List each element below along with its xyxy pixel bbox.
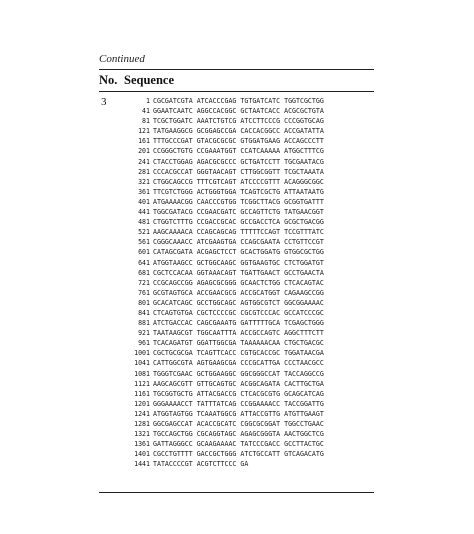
sequence-row	[110, 258, 328, 268]
sequence-chunk: ACAGGGCGGC	[284, 177, 324, 186]
sequence-row	[110, 167, 328, 177]
sequence-position: 721	[138, 278, 150, 287]
sequence-chunk: AGAGCGCGGG	[196, 278, 237, 287]
sequence-chunk: ACGCGCTGTA	[284, 107, 324, 116]
sequence-row	[110, 419, 328, 429]
sequence-chunk: GGGTAACAGT	[196, 167, 237, 176]
sequence-chunk: TTTTTCCAGT	[240, 228, 281, 237]
sequence-position: 521	[138, 228, 150, 237]
sequence-row	[110, 227, 328, 237]
table-top-rule	[99, 69, 374, 70]
sequence-chunk: GCGGAGCCGA	[196, 127, 237, 136]
sequence-chunk: TATCCCGACC	[240, 440, 281, 449]
sequence-chunk: ATCCTTCCCG	[240, 117, 281, 126]
sequence-position: 1441	[134, 460, 150, 469]
sequence-position: 1	[146, 97, 150, 105]
sequence-chunk: GTTGCAGTGC	[196, 379, 237, 388]
sequence-row	[110, 369, 328, 379]
sequence-chunk: GA	[240, 460, 249, 469]
sequence-chunk: TCAAATGGCG	[196, 409, 237, 418]
sequence-position: 41	[142, 107, 150, 116]
sequence-chunk: TCGAGCTGGG	[284, 319, 324, 328]
sequence-chunk: GCACATCAGC	[153, 298, 193, 307]
sequence-chunk: GATTAGGGCC	[153, 440, 193, 449]
sequence-row	[110, 298, 328, 308]
sequence-row	[110, 146, 328, 156]
sequence-chunk: CTGGCAGCCG	[153, 177, 193, 186]
sequence-chunk: TATGAAGGCG	[153, 127, 193, 136]
sequence-chunk: TTTCGTCAGT	[196, 177, 237, 186]
sequence-chunk: AGGCTTTCTT	[284, 329, 324, 338]
sequence-chunk: TCAGTTCACC	[196, 349, 237, 358]
sequence-chunk: AACTGGCTCG	[284, 430, 324, 439]
table-bottom-rule	[99, 492, 374, 493]
sequence-chunk: TGCGGTGCTG	[153, 389, 193, 398]
sequence-chunk: CCGAACGATC	[196, 208, 237, 217]
sequence-row	[110, 429, 328, 439]
sequence-chunk: GCCTGAACTA	[284, 268, 324, 277]
sequence-chunk: AGACGCGCCC	[196, 157, 237, 166]
sequence-chunk: TGGCGATACG	[153, 208, 193, 217]
sequence-chunk: ATGGTAGTGG	[153, 409, 193, 418]
sequence-chunk: TCCGTTTATC	[284, 228, 324, 237]
sequence-chunk: GTGGCGCTGG	[284, 248, 324, 257]
sequence-position: 441	[138, 208, 150, 217]
sequence-position: 1001	[134, 349, 150, 358]
sequence-position: 801	[138, 298, 150, 307]
sequence-chunk: TACCGGATTG	[284, 399, 324, 408]
sequence-chunk: GCACTGGATG	[240, 248, 281, 257]
sequence-chunk: GCCTGGCAGC	[196, 298, 237, 307]
sequence-chunk: ATTACGACCG	[196, 389, 237, 398]
sequence-chunk: GGATTGGCGA	[196, 339, 237, 348]
sequence-chunk: TAATAAGCGT	[153, 329, 193, 338]
sequence-chunk: TCGCTAAATA	[284, 167, 324, 176]
sequence-entry-number: 3	[101, 96, 107, 108]
sequence-chunk: GCGCTGACGG	[284, 218, 324, 227]
sequence-chunk: CCAGCGAATA	[240, 238, 281, 247]
sequence-chunk: GGGAAAACCT	[153, 399, 193, 408]
sequence-position: 841	[138, 308, 150, 317]
sequence-chunk: CTACCTGGAG	[153, 157, 193, 166]
sequence-position: 1201	[134, 399, 150, 408]
sequence-row	[110, 389, 328, 399]
sequence-chunk: CCGACCGCAC	[196, 218, 237, 227]
sequence-chunk: GTCAGACATG	[284, 450, 324, 459]
sequence-position: 921	[138, 329, 150, 338]
sequence-chunk: GCAAGAAAAC	[196, 440, 237, 449]
sequence-chunk: GCTGATCCTT	[240, 157, 281, 166]
sequence-row	[110, 459, 328, 469]
sequence-chunk: CGCAGGTAGC	[196, 430, 237, 439]
sequence-chunk: ACGAGCTCCT	[196, 248, 237, 257]
column-header-no: No.	[99, 73, 118, 87]
sequence-position: 761	[138, 288, 150, 297]
sequence-position: 321	[138, 177, 150, 186]
sequence-chunk: TATGAACGGT	[284, 208, 324, 217]
sequence-chunk: TGGCAATTTA	[196, 329, 237, 338]
sequence-position: 681	[138, 268, 150, 277]
sequence-chunk: ATCCCCGTTT	[240, 177, 281, 186]
sequence-chunk: CCCGCATTGA	[240, 359, 281, 368]
sequence-chunk: ATGTTGAAGT	[284, 409, 324, 418]
sequence-chunk: GGCGGAAAAC	[284, 298, 324, 307]
sequence-chunk: TGCCAGCTGG	[153, 430, 193, 439]
sequence-position: 881	[138, 319, 150, 328]
sequence-row	[110, 217, 328, 227]
sequence-chunk: GCGGTGATTT	[284, 197, 324, 206]
sequence-chunk: TATACCCCGT	[153, 460, 193, 469]
sequence-chunk: GCTGGAAGGC	[196, 369, 237, 378]
sequence-chunk: GTACGCGCGC	[196, 137, 237, 146]
sequence-position: 1361	[134, 440, 150, 449]
sequence-chunk: ACCGCCAGTC	[240, 329, 281, 338]
sequence-position: 361	[138, 187, 150, 196]
sequence-chunk: CGGCGCGGAT	[240, 420, 281, 428]
sequence-chunk: TATTTATCAG	[196, 399, 237, 408]
sequence-position: 161	[138, 137, 150, 146]
sequence-chunk: ATGGTAAGCC	[153, 258, 193, 267]
sequence-chunk: GCAGCATCAG	[284, 389, 324, 398]
sequence-chunk: ATTACCGTTG	[240, 409, 281, 418]
sequence-row	[110, 318, 328, 328]
sequence-chunk: TCGCTGGATC	[153, 117, 193, 126]
sequence-row	[110, 439, 328, 449]
sequence-chunk: AGTGGCGTCT	[240, 298, 281, 307]
sequence-chunk: CTGGTCTTTG	[153, 218, 193, 227]
sequence-chunk: GCCTTACTGC	[284, 440, 324, 449]
sequence-position: 601	[138, 248, 150, 257]
sequence-chunk: ACCAGCCCTT	[284, 137, 324, 146]
sequence-chunk: TGCGAATACG	[284, 157, 324, 166]
sequence-chunk: GGTAAACAGT	[196, 268, 237, 277]
sequence-chunk: CAGCGAAATG	[196, 319, 237, 328]
sequence-chunk: ATCTGACCAC	[153, 319, 193, 328]
sequence-row	[110, 126, 328, 136]
sequence-chunk: ATCTGCCATT	[240, 450, 281, 459]
sequence-chunk: GCCGACCTCA	[240, 218, 281, 227]
sequence-position: 1281	[134, 420, 150, 428]
sequence-chunk: GCCAGTTCTG	[240, 208, 281, 217]
sequence-chunk: CGCTGCGCGA	[153, 349, 193, 358]
sequence-position: 81	[142, 117, 150, 126]
sequence-chunk: CCGCAGCCGG	[153, 278, 193, 287]
sequence-chunk: AGAGCGGGTA	[240, 430, 281, 439]
sequence-row	[110, 379, 328, 389]
sequence-row	[110, 207, 328, 217]
sequence-row	[110, 177, 328, 187]
sequence-row	[110, 96, 328, 106]
sequence-row	[110, 348, 328, 358]
sequence-row	[110, 338, 328, 348]
sequence-chunk: CGCTCCCCGC	[196, 308, 237, 317]
sequence-chunk: CACCACGGCC	[240, 127, 281, 136]
sequence-position: 481	[138, 218, 150, 227]
sequence-chunk: CGCGTCCCAC	[240, 308, 281, 317]
sequence-row	[110, 308, 328, 318]
sequence-chunk: TGTGATCATC	[240, 97, 281, 105]
sequence-chunk: CCTGTTCCGT	[284, 238, 324, 247]
sequence-chunk: GGTGAAGTGC	[240, 258, 281, 267]
sequence-chunk: GCTGGCAAGC	[196, 258, 237, 267]
continued-label: Continued	[99, 53, 145, 65]
sequence-row	[110, 268, 328, 278]
sequence-chunk: TCACAGATGT	[153, 339, 193, 348]
sequence-chunk: TCGGCTTACG	[240, 197, 281, 206]
sequence-chunk: CCCACGCCAT	[153, 167, 193, 176]
sequence-chunk: ATGAAAACGG	[153, 197, 193, 206]
sequence-chunk: ACTGGGTGGA	[196, 187, 237, 196]
sequence-row	[110, 106, 328, 116]
sequence-chunk: TGGCCTGAAC	[284, 420, 324, 428]
sequence-row	[110, 449, 328, 459]
sequence-position: 561	[138, 238, 150, 247]
sequence-chunk: TAAAAAACAA	[240, 339, 281, 348]
sequence-position: 961	[138, 339, 150, 348]
sequence-chunk: CAACCCGTGG	[196, 197, 237, 206]
sequence-position: 121	[138, 127, 150, 136]
sequence-chunk: GGCGAGCCAT	[153, 420, 193, 428]
sequence-position: 1161	[134, 389, 150, 398]
sequence-listing	[110, 96, 328, 469]
sequence-position: 401	[138, 197, 150, 206]
sequence-chunk: TTCGTCTGGG	[153, 187, 193, 196]
sequence-row	[110, 399, 328, 409]
sequence-chunk: GCTAATCACC	[240, 107, 281, 116]
sequence-chunk: CGCTCCACAA	[153, 268, 193, 277]
sequence-row	[110, 278, 328, 288]
sequence-chunk: CTTGGCGGTT	[240, 167, 281, 176]
sequence-chunk: ACGTCTTCCC	[196, 460, 237, 469]
sequence-row	[110, 328, 328, 338]
table-header-rule	[99, 91, 374, 92]
sequence-chunk: ACGGCAGATA	[240, 379, 281, 388]
sequence-chunk: ATCACCCGAG	[196, 97, 237, 105]
sequence-chunk: GGCGGGCCAT	[240, 369, 281, 378]
sequence-chunk: AAATCTGTCG	[196, 117, 237, 126]
sequence-chunk: ATGGCTTTCG	[284, 147, 324, 156]
sequence-chunk: ACACCGCATC	[196, 420, 237, 428]
sequence-position: 241	[138, 157, 150, 166]
sequence-chunk: CTCAGTGTGA	[153, 308, 193, 317]
sequence-row	[110, 247, 328, 257]
sequence-row	[110, 358, 328, 368]
sequence-chunk: TCAGTCGCTG	[240, 187, 281, 196]
sequence-chunk: CGGGCAAACC	[153, 238, 193, 247]
sequence-position: 1241	[134, 409, 150, 418]
sequence-chunk: ACCGATATTA	[284, 127, 324, 136]
sequence-chunk: GCCATCCCGC	[284, 308, 324, 317]
sequence-position: 641	[138, 258, 150, 267]
sequence-row	[110, 237, 328, 247]
sequence-chunk: CAGAAGCCGG	[284, 288, 324, 297]
sequence-chunk: CCGAAATGGT	[196, 147, 237, 156]
sequence-chunk: CCCTAACGCC	[284, 359, 324, 368]
sequence-chunk: CGCCTGTTTT	[153, 450, 193, 459]
sequence-chunk: CGTGCACCGC	[240, 349, 281, 358]
sequence-chunk: GATTTTTGCA	[240, 319, 281, 328]
sequence-chunk: GGAATCAATC	[153, 107, 193, 116]
sequence-chunk: CCGGAAAACC	[240, 399, 281, 408]
sequence-row	[110, 116, 328, 126]
sequence-chunk: TGATTGAACT	[240, 268, 281, 277]
sequence-chunk: AGGCCACGGC	[196, 107, 237, 116]
sequence-chunk: TGGTCGCTGG	[284, 97, 324, 105]
sequence-chunk: GCAACTCTGG	[240, 278, 281, 287]
sequence-chunk: TGGGTCGAAC	[153, 369, 193, 378]
sequence-chunk: CCAGCAGCAG	[196, 228, 237, 237]
sequence-position: 1081	[134, 369, 150, 378]
sequence-position: 281	[138, 167, 150, 176]
sequence-chunk: TTTGCCCGAT	[153, 137, 193, 146]
sequence-row	[110, 187, 328, 197]
sequence-row	[110, 136, 328, 146]
sequence-chunk: CACTTGCTGA	[284, 379, 324, 388]
sequence-chunk: CTCACGCGTG	[240, 389, 281, 398]
sequence-chunk: GTGGATGAAG	[240, 137, 281, 146]
sequence-chunk: CCATCAAAAA	[240, 147, 281, 156]
sequence-chunk: AAGCAGCGTT	[153, 379, 193, 388]
sequence-row	[110, 157, 328, 167]
sequence-chunk: CCGGGCTGTG	[153, 147, 193, 156]
sequence-row	[110, 197, 328, 207]
sequence-position: 1121	[134, 379, 150, 388]
sequence-chunk: ACCGCATGGT	[240, 288, 281, 297]
sequence-chunk: GCGTAGTGCA	[153, 288, 193, 297]
sequence-position: 1041	[134, 359, 150, 368]
sequence-chunk: CTCACAGTAC	[284, 278, 324, 287]
column-header-sequence: Sequence	[124, 73, 174, 87]
sequence-chunk: CATAGCGATA	[153, 248, 193, 257]
sequence-chunk: TGGATAACGA	[284, 349, 324, 358]
sequence-chunk: TACCAGGCCG	[284, 369, 324, 378]
sequence-chunk: CTGCTGACGC	[284, 339, 324, 348]
sequence-chunk: GACCGCTGGG	[196, 450, 237, 459]
sequence-row	[110, 409, 328, 419]
sequence-position: 1321	[134, 430, 150, 439]
sequence-chunk: ATCGAAGTGA	[196, 238, 237, 247]
sequence-chunk: AGTGAAGCGA	[196, 359, 237, 368]
sequence-chunk: CTCTGGATGT	[284, 258, 324, 267]
sequence-chunk: ATTAATAATG	[284, 187, 324, 196]
sequence-chunk: CATTGGCGTA	[153, 359, 193, 368]
sequence-position: 201	[138, 147, 150, 156]
sequence-chunk: AAGCAAAACA	[153, 228, 193, 237]
sequence-chunk: CGCGATCGTA	[153, 97, 193, 105]
sequence-row	[110, 288, 328, 298]
sequence-position: 1401	[134, 450, 150, 459]
sequence-chunk: ACCGAACGCG	[196, 288, 237, 297]
sequence-chunk: CCCGGTGCAG	[284, 117, 324, 126]
